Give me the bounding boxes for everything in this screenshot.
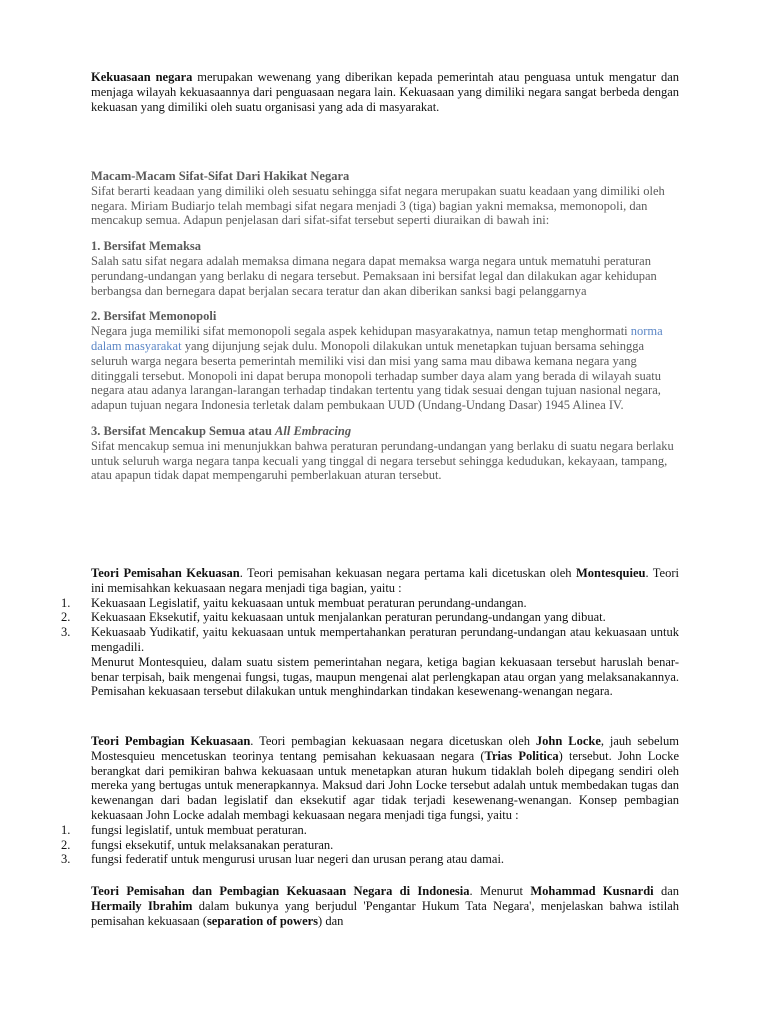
sifat-heading: Macam-Macam Sifat-Sifat Dari Hakikat Negara bbox=[91, 169, 350, 183]
sifat-item-1-text: Salah satu sifat negara adalah memaksa dimana negara dapat memaksa warga negara untuk mematuhi peraturan perundang-undangan yang berlaku di negara tersebut. Pemaksaan ini bersifat legal dan dilakukan agar kehidupan berbangsa dan bernegara dapat berjalan secara teratur dan akan diberikan sanksi bagi pelanggarnya bbox=[91, 253, 657, 298]
list-number: 1. bbox=[61, 595, 71, 610]
sifat-item-3-heading-italic: All Embracing bbox=[275, 423, 352, 438]
indonesia-section bbox=[91, 884, 679, 928]
indonesia-title: Teori Pemisahan dan Pembagian Kekuasaan Negara di Indonesia bbox=[91, 884, 470, 898]
sifat-item-3-text: Sifat mencakup semua ini menunjukkan bahwa peraturan perundang-undangan yang berlaku di suatu negara berlaku untuk seluruh warga negara tanpa kecuali yang tinggal di negara tersebut sehingga kedudukan, kekayaan, tampang, atau apapun tidak dapat mempengaruhi pemberlakuan aturan tersebut. bbox=[91, 438, 674, 483]
pemisahan-title: Teori Pemisahan Kekuasan bbox=[91, 566, 240, 580]
list-number: 1. bbox=[61, 822, 71, 837]
list-item-text: Kekuasaan Legislatif, yaitu kekuasaan untuk membuat peraturan perundang-undangan. bbox=[91, 595, 527, 610]
list-item bbox=[61, 837, 679, 853]
indonesia-text-c: dalam bukunya yang berjudul 'Pengantar Hukum Tata Negara', menjelaskan bahwa istilah pemisahan kekuasaan ( bbox=[91, 898, 680, 928]
indonesia-person-1: Mohammad Kusnardi bbox=[530, 884, 654, 898]
sifat-item-3-heading bbox=[91, 424, 679, 439]
pembagian-text-c: ) tersebut. John Locke berangkat dari pemikiran bahwa kekuasaan untuk menetapkan aturan hukum tidaklah boleh dipegang sendiri oleh mereka yang bertugas untuk menerapkannya. Maksud dari John Locke tersebut adalah untuk membedakan tugas dan kewenangan dari badan legislatif dan eksekutif agar tidak terjadi kesewenang-wenangan. Konsep pembagian kekuasaan John Locke adalah membagi kekuasaan negara menjadi tiga fungsi, yaitu : bbox=[91, 748, 680, 822]
list-item-text: fungsi federatif untuk mengurusi urusan luar negeri dan urusan perang atau damai. bbox=[91, 852, 505, 867]
separation-of-powers: separation of powers bbox=[206, 913, 319, 928]
sifat-item-2-heading: 2. Bersifat Memonopoli bbox=[91, 309, 217, 324]
sifat-item-1-heading: 1. Bersifat Memaksa bbox=[91, 239, 202, 254]
norma-link[interactable]: norma dalam masyarakat bbox=[91, 324, 663, 353]
list-number: 3. bbox=[61, 625, 71, 640]
list-number: 3. bbox=[61, 852, 71, 867]
pembagian-section bbox=[61, 734, 680, 867]
indonesia-text-d: ) dan bbox=[318, 913, 344, 928]
pembagian-list bbox=[61, 822, 679, 867]
list-item-text: fungsi eksekutif, untuk melaksanakan peraturan. bbox=[91, 837, 334, 852]
list-number: 2. bbox=[61, 610, 71, 625]
indonesia-text bbox=[91, 884, 679, 928]
sifat-intro: Sifat berarti keadaan yang dimiliki oleh sesuatu sehingga sifat negara merupakan suatu keadaan yang dimiliki oleh negara. Miriam Budiarjo telah membagi sifat negara menjadi 3 (tiga) bagian yakni memaksa, memonopoli, dan mencakup semua. Adapun penjelasan dari sifat-sifat tersebut seperti diuraikan di bawah ini: bbox=[91, 183, 665, 228]
pembagian-text bbox=[91, 734, 679, 823]
list-item-text: Kekuasaan Eksekutif, yaitu kekuasaan untuk menjalankan peraturan perundang-undangan yang dibuat. bbox=[91, 610, 606, 625]
indonesia-text-a: . Menurut bbox=[469, 884, 531, 898]
pemisahan-list bbox=[61, 595, 679, 655]
pemisahan-person: Montesquieu bbox=[576, 566, 646, 580]
intro-text: merupakan wewenang yang diberikan kepada pemerintah atau penguasa untuk mengatur dan menjaga wilayah kekuasaannya dari penguasaan negara lain. Kekuasaan yang dimiliki negara sangat berbeda dengan kekuasan yang dimiliki oleh suatu organisasi yang ada di masyarakat. bbox=[91, 70, 679, 114]
pemisahan-intro-b: . Teori ini memisahkan kekuasaan negara menjadi tiga bagian, yaitu : bbox=[91, 566, 679, 595]
indonesia-text-b: dan bbox=[653, 884, 679, 898]
list-number: 2. bbox=[61, 837, 71, 852]
pembagian-text-a: . Teori pembagian kekuasaan negara dicetuskan oleh bbox=[250, 734, 536, 748]
list-item bbox=[61, 610, 679, 625]
sifat-item-2-text-before: Negara juga memiliki sifat memonopoli segala aspek kehidupan masyarakatnya, namun tetap menghormati bbox=[91, 324, 631, 339]
sifat-item-3-heading-text: 3. Bersifat Mencakup Semua atau bbox=[91, 423, 276, 438]
list-item-text: Kekuasaab Yudikatif, yaitu kekuasaan untuk mempertahankan peraturan perundang-undangan atau kekuasaan untuk mengadili. bbox=[91, 625, 679, 654]
pembagian-text-b: , jauh sebelum Mostesquieu mencetuskan teorinya tentang pemisahan kekuasaan negara ( bbox=[91, 734, 679, 763]
pemisahan-intro bbox=[91, 566, 679, 596]
list-item bbox=[61, 852, 679, 867]
pembagian-title: Teori Pembagian Kekuasaan bbox=[91, 734, 251, 748]
pemisahan-intro-a: . Teori pemisahan kekuasan negara pertama kali dicetuskan oleh bbox=[239, 566, 576, 580]
trias-politica: Trias Politica bbox=[484, 748, 559, 763]
sifat-item-2-text-after: yang dijunjung sejak dulu. Monopoli dilakukan untuk menetapkan tujuan bersama sehingga seluruh warga negara beserta pemerintah memiliki visi dan misi yang sama mau dibawa kemana negara yang ditinggali tersebut. Monopoli ini dapat berupa monopoli terhadap sumber daya alam yang berada di wilayah suatu negara atau adanya larangan-larangan terhadap tindakan tertentu yang tidak sesuai dengan tujuan nasional negara, adapun tujuan negara Indonesia terletak dalam pembukaan UUD (Undang-Undang Dasar) 1945 Alinea IV. bbox=[91, 338, 661, 413]
sifat-item-2-text bbox=[91, 324, 679, 413]
pemisahan-section bbox=[61, 566, 679, 699]
list-item bbox=[61, 595, 679, 611]
list-item bbox=[61, 822, 679, 838]
intro-term: Kekuasaan negara bbox=[91, 70, 193, 84]
list-item-text: fungsi legislatif, untuk membuat peraturan. bbox=[91, 822, 307, 837]
intro-paragraph bbox=[91, 70, 679, 114]
indonesia-person-2: Hermaily Ibrahim bbox=[91, 898, 193, 913]
pemisahan-after: Menurut Montesquieu, dalam suatu sistem pemerintahan negara, ketiga bagian kekuasaan tersebut haruslah benar-benar terpisah, baik mengenai fungsi, tugas, maupun mengenai alat perlengkapan atau organ yang melaksanakannya. Pemisahan kekuasaan tersebut dilakukan untuk menghindarkan tindakan kesewenang-wenangan negara. bbox=[91, 654, 679, 699]
sifat-section bbox=[91, 169, 679, 483]
list-item bbox=[61, 625, 679, 655]
pembagian-person: John Locke bbox=[535, 734, 601, 748]
